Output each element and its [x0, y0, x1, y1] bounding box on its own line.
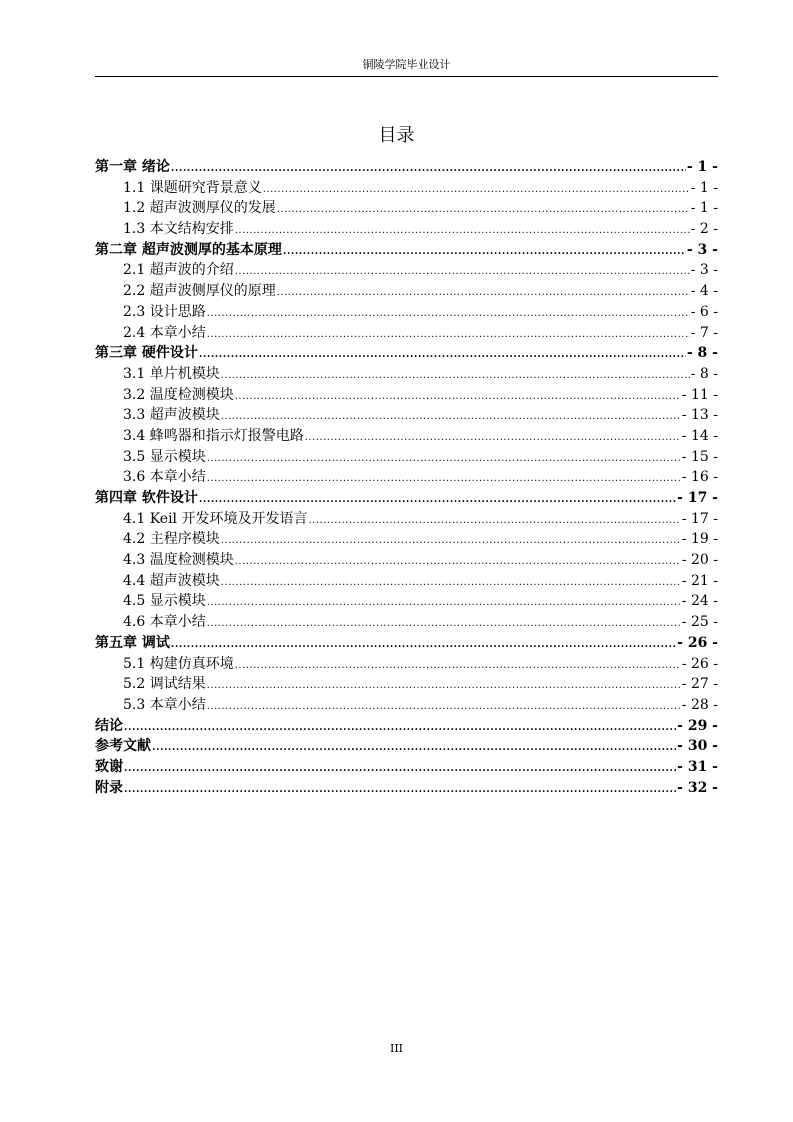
toc-chapter-entry[interactable]: [95, 488, 718, 509]
toc-chapter-entry[interactable]: [95, 633, 718, 654]
toc-entry-page: - 29 -: [677, 717, 718, 734]
toc-chapter-entry[interactable]: [95, 716, 718, 737]
toc-dot-leader: [207, 304, 690, 324]
toc-section-entry[interactable]: [95, 509, 718, 530]
toc-chapter-entry[interactable]: [95, 736, 718, 757]
toc-section-entry[interactable]: [95, 323, 718, 344]
toc-section-entry[interactable]: [95, 612, 718, 633]
page-title: 目录: [378, 125, 415, 146]
toc-entry-page: - 2 -: [690, 221, 718, 238]
toc-entry-page: - 28 -: [681, 696, 718, 713]
toc-entry-title: 4.2 主程序模块: [123, 531, 220, 548]
toc-dot-leader: [283, 242, 686, 262]
toc-section-entry[interactable]: [95, 591, 718, 612]
toc-entry-page: - 1 -: [690, 179, 718, 196]
toc-section-entry[interactable]: [95, 302, 718, 323]
toc-section-entry[interactable]: [95, 447, 718, 468]
toc-dot-leader: [199, 490, 676, 510]
toc-entry-title: 4.6 本章小结: [123, 614, 206, 631]
toc-dot-leader: [171, 159, 686, 179]
toc-entry-title: 2.1 超声波的介绍: [123, 262, 234, 279]
toc-entry-title: 5.1 构建仿真环境: [123, 655, 234, 672]
toc-entry-title: 结论: [95, 717, 123, 734]
toc-section-entry[interactable]: [95, 674, 718, 695]
toc-entry-page: - 31 -: [677, 758, 718, 775]
toc-dot-leader: [277, 283, 690, 303]
toc-dot-leader: [235, 221, 690, 241]
toc-dot-leader: [152, 738, 676, 758]
toc-dot-leader: [124, 718, 676, 738]
toc-entry-page: - 6 -: [690, 303, 718, 320]
toc-entry-page: - 24 -: [681, 593, 718, 610]
toc-dot-leader: [207, 449, 681, 469]
toc-entry-page: - 17 -: [677, 490, 718, 506]
toc-entry-page: - 30 -: [677, 738, 718, 755]
toc-entry-title: 第五章 调试: [95, 634, 170, 651]
toc-entry-title: 附录: [95, 779, 123, 796]
toc-entry-page: - 1 -: [686, 159, 718, 175]
toc-entry-title: 第四章 软件设计: [95, 490, 198, 506]
toc-entry-title: 3.4 蜂鸣器和指示灯报警电路: [123, 427, 304, 444]
toc-entry-title: 4.1 Keil 开发环境及开发语言: [123, 510, 308, 527]
toc-entry-title: 1.1 课题研究背景意义: [123, 179, 262, 196]
toc-entry-title: 第一章 绪论: [95, 159, 170, 175]
toc-entry-page: - 21 -: [681, 572, 718, 589]
toc-entry-title: 2.4 本章小结: [123, 324, 206, 341]
toc-section-entry[interactable]: [95, 198, 718, 219]
toc-entry-page: - 26 -: [677, 634, 718, 651]
toc-dot-leader: [207, 614, 681, 634]
toc-section-entry[interactable]: [95, 385, 718, 406]
toc-dot-leader: [235, 552, 681, 572]
toc-entry-title: 3.5 显示模块: [123, 448, 206, 465]
toc-section-entry[interactable]: [95, 654, 718, 675]
toc-section-entry[interactable]: [95, 178, 718, 199]
toc-chapter-entry[interactable]: [95, 778, 718, 799]
toc-section-entry[interactable]: [95, 529, 718, 550]
toc-entry-page: - 3 -: [686, 241, 718, 258]
toc-dot-leader: [221, 573, 681, 593]
toc-dot-leader: [277, 200, 690, 220]
toc-entry-page: - 20 -: [681, 552, 718, 569]
toc-entry-page: - 32 -: [677, 779, 718, 796]
toc-entry-page: - 19 -: [681, 531, 718, 548]
toc-section-entry[interactable]: [95, 550, 718, 571]
toc-dot-leader: [221, 531, 681, 551]
toc-entry-title: 第三章 硬件设计: [95, 345, 198, 362]
toc-section-entry[interactable]: [95, 405, 718, 426]
toc-dot-leader: [207, 697, 681, 717]
page-footer: [0, 1042, 793, 1056]
toc-dot-leader: [235, 387, 681, 407]
toc-entry-title: 3.6 本章小结: [123, 469, 206, 486]
toc-dot-leader: [207, 469, 681, 489]
toc-entry-page: - 1 -: [690, 200, 718, 217]
toc-entry-page: - 4 -: [690, 283, 718, 300]
toc-dot-leader: [207, 325, 690, 345]
toc-dot-leader: [207, 593, 681, 613]
toc-entry-page: - 26 -: [681, 655, 718, 672]
toc-entry-title: 3.1 单片机模块: [123, 365, 220, 382]
toc-section-entry[interactable]: [95, 281, 718, 302]
toc-dot-leader: [235, 656, 681, 676]
toc-dot-leader: [221, 366, 690, 386]
toc-entry-title: 2.2 超声波侧厚仪的原理: [123, 283, 276, 300]
toc-entry-page: - 8 -: [686, 345, 718, 362]
toc-dot-leader: [124, 759, 676, 779]
toc-entry-title: 1.2 超声波测厚仪的发展: [123, 200, 276, 217]
toc-entry-title: 4.3 温度检测模块: [123, 552, 234, 569]
toc-entry-title: 1.3 本文结构安排: [123, 221, 234, 238]
toc-entry-page: - 14 -: [681, 427, 718, 444]
toc-entry-page: - 15 -: [681, 448, 718, 465]
page-number: III: [389, 1042, 404, 1055]
page-header: [95, 58, 718, 77]
toc-entry-title: 3.2 温度检测模块: [123, 386, 234, 403]
toc-entry-title: 5.2 调试结果: [123, 676, 206, 693]
toc-dot-leader: [124, 780, 676, 800]
toc-dot-leader: [207, 676, 681, 696]
toc-chapter-entry[interactable]: [95, 757, 718, 778]
toc-entry-page: - 17 -: [681, 510, 718, 527]
header-text: 铜陵学院毕业设计: [362, 58, 451, 71]
toc-entry-page: - 13 -: [681, 407, 718, 424]
toc-chapter-entry[interactable]: [95, 343, 718, 364]
toc-entry-page: - 27 -: [681, 676, 718, 693]
toc-section-entry[interactable]: [95, 219, 718, 240]
toc-section-entry[interactable]: [95, 467, 718, 488]
toc-section-entry[interactable]: [95, 364, 718, 385]
toc-dot-leader: [235, 262, 690, 282]
toc-dot-leader: [263, 180, 690, 200]
toc-entry-page: - 3 -: [690, 262, 718, 279]
toc-section-entry[interactable]: [95, 571, 718, 592]
toc-dot-leader: [309, 511, 681, 531]
toc-entry-title: 2.3 设计思路: [123, 303, 206, 320]
table-of-contents: [95, 157, 718, 798]
toc-section-entry[interactable]: [95, 260, 718, 281]
toc-entry-title: 第二章 超声波测厚的基本原理: [95, 241, 282, 258]
toc-section-entry[interactable]: [95, 426, 718, 447]
toc-dot-leader: [199, 345, 686, 365]
toc-entry-title: 5.3 本章小结: [123, 696, 206, 713]
toc-entry-page: - 11 -: [681, 386, 718, 403]
toc-entry-page: - 7 -: [690, 324, 718, 341]
toc-entry-title: 4.5 显示模块: [123, 593, 206, 610]
toc-dot-leader: [305, 428, 681, 448]
toc-dot-leader: [221, 407, 681, 427]
toc-dot-leader: [171, 635, 676, 655]
toc-chapter-entry[interactable]: [95, 240, 718, 261]
toc-entry-title: 4.4 超声波模块: [123, 572, 220, 589]
toc-chapter-entry[interactable]: [95, 157, 718, 178]
toc-entry-page: - 25 -: [681, 614, 718, 631]
toc-entry-title: 参考文献: [95, 738, 151, 755]
toc-entry-page: - 8 -: [690, 365, 718, 382]
toc-entry-title: 致谢: [95, 758, 123, 775]
toc-entry-title: 3.3 超声波模块: [123, 407, 220, 424]
toc-section-entry[interactable]: [95, 695, 718, 716]
toc-entry-page: - 16 -: [681, 469, 718, 486]
